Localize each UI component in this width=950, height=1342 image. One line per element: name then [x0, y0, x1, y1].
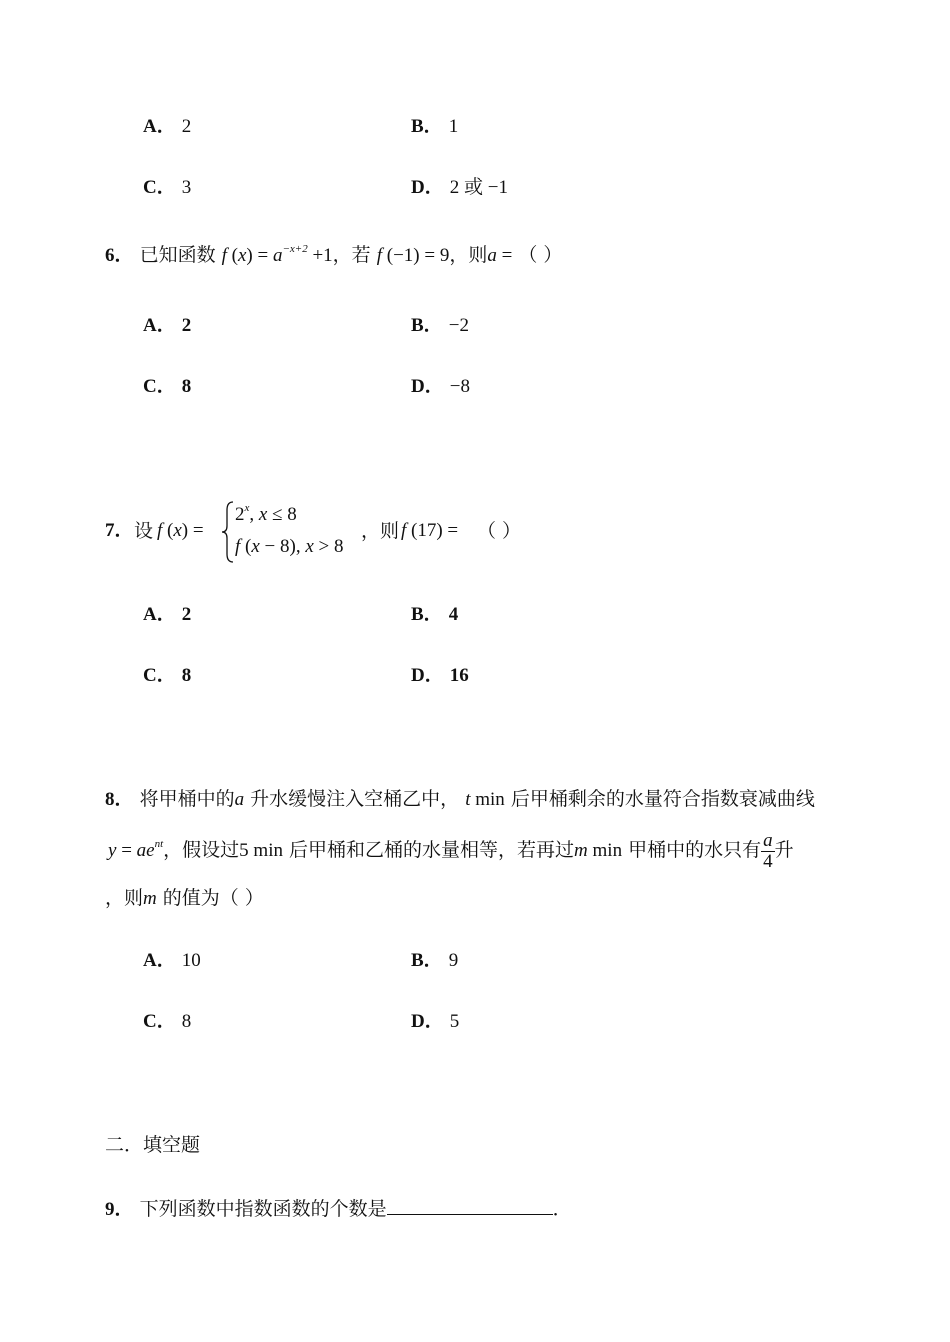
option-text: 2 [181, 604, 192, 625]
q7-function-name: f (x) = [157, 520, 204, 541]
q8-text-3a: ，则 [105, 887, 144, 909]
q5-option-c [143, 176, 191, 200]
option-label: D． [411, 1011, 444, 1032]
option-label: B． [411, 950, 443, 971]
option-text: −2 [448, 315, 469, 336]
q8-option-d [411, 1010, 459, 1034]
option-label: B． [411, 315, 443, 336]
q8-text-2c: 甲桶中的水只有 [628, 839, 762, 861]
q8-time-5: 5 min [239, 840, 283, 861]
option-text: 8 [181, 376, 192, 397]
q8-var-a: a [234, 789, 245, 810]
option-text: 8 [181, 1011, 192, 1032]
option-text: 3 [181, 177, 192, 198]
q7-option-b [411, 603, 458, 627]
q7-piece-2: f (x − 8), x > 8 [235, 536, 344, 557]
option-label: A． [143, 116, 176, 137]
q7-then-text: ，则 [361, 520, 400, 542]
q6-option-a [143, 314, 191, 338]
q8-text-1a: 将甲桶中的 [139, 788, 235, 810]
q8-option-b [411, 949, 458, 973]
q8-text-1c: 后甲桶剩余的水量符合指数衰减曲线 [510, 788, 815, 810]
q7-option-c [143, 664, 191, 688]
q9-stem [105, 1196, 572, 1222]
option-text: 2 或 −1 [449, 177, 508, 198]
option-label: C． [143, 376, 176, 397]
option-label: D． [411, 177, 444, 198]
q8-option-c [143, 1010, 191, 1034]
q8-var-m: m [143, 888, 157, 909]
q6-cond-text: ，若 [332, 244, 371, 266]
q6-option-d [411, 375, 470, 399]
option-text: −8 [449, 376, 470, 397]
q8-text-3b: 的值为（ ） [162, 887, 264, 909]
option-label: B． [411, 116, 443, 137]
q6-option-c [143, 375, 191, 399]
option-label: C． [143, 1011, 176, 1032]
q5-option-b [411, 115, 458, 139]
option-label: A． [143, 315, 176, 336]
option-text: 2 [181, 315, 192, 336]
option-label: B． [411, 604, 443, 625]
q8-text-2d: 升 [774, 839, 794, 861]
q6-ask-formula: a = [487, 245, 513, 266]
piecewise-brace-icon [221, 500, 235, 564]
q8-text-1b: 升水缓慢注入空桶乙中， [250, 788, 460, 810]
q5-option-d [411, 176, 508, 200]
q8-line-3 [105, 887, 264, 911]
q8-option-a [143, 949, 201, 973]
option-label: C． [143, 177, 176, 198]
q7-option-d [411, 664, 469, 688]
option-text: 4 [448, 604, 459, 625]
question-number: 8． [105, 789, 134, 810]
q7-piece-1: 2$^x$, x ≤ 8 [235, 502, 297, 525]
option-text: 9 [448, 950, 459, 971]
question-number: 7． [105, 520, 134, 541]
q6-prefix: 已知函数 [139, 244, 216, 266]
option-text: 2 [181, 116, 192, 137]
option-label: A． [143, 950, 176, 971]
question-number: 9． [105, 1199, 134, 1220]
q8-line-2 [108, 828, 794, 871]
answer-paren: （ ） [518, 244, 563, 266]
q6-condition-formula: f (−1) = 9 [376, 245, 450, 266]
option-label: C． [143, 665, 176, 686]
option-text: 10 [181, 950, 201, 971]
option-text: 1 [448, 116, 459, 137]
q8-line-1 [105, 788, 815, 812]
q6-then-text: ，则 [449, 244, 488, 266]
option-label: D． [411, 376, 444, 397]
q8-text-2b: 后甲桶和乙桶的水量相等，若再过 [289, 839, 575, 861]
q6-stem [105, 243, 562, 268]
answer-paren: （ ） [477, 520, 522, 542]
answer-blank[interactable] [387, 1196, 553, 1215]
option-text: 5 [449, 1011, 460, 1032]
q8-time-t: t min [465, 789, 505, 810]
q8-time-m: m min [574, 840, 623, 861]
q7-option-a [143, 603, 191, 627]
q6-option-b [411, 314, 469, 338]
q6-function-formula: f $(x) = a^{-x+2} +1$ [221, 243, 333, 266]
q5-option-a [143, 115, 191, 139]
option-label: A． [143, 604, 176, 625]
q8-curve-formula: $y = ae^{nt}$ [108, 838, 164, 861]
q7-ask-formula: f (17) = [401, 520, 459, 541]
section-title: 二．填空题 [105, 1134, 201, 1156]
question-number: 6． [105, 245, 134, 266]
q9-end: ． [552, 1198, 572, 1220]
q8-fraction-a-over-4: $\frac{a}{4}$ [763, 829, 773, 872]
q7-prefix: 设 [134, 520, 154, 542]
option-text: 8 [181, 665, 192, 686]
option-text: 16 [449, 665, 469, 686]
option-label: D． [411, 665, 444, 686]
q9-text: 下列函数中指数函数的个数是 [139, 1198, 387, 1220]
q8-text-2a: ，假设过 [163, 839, 240, 861]
